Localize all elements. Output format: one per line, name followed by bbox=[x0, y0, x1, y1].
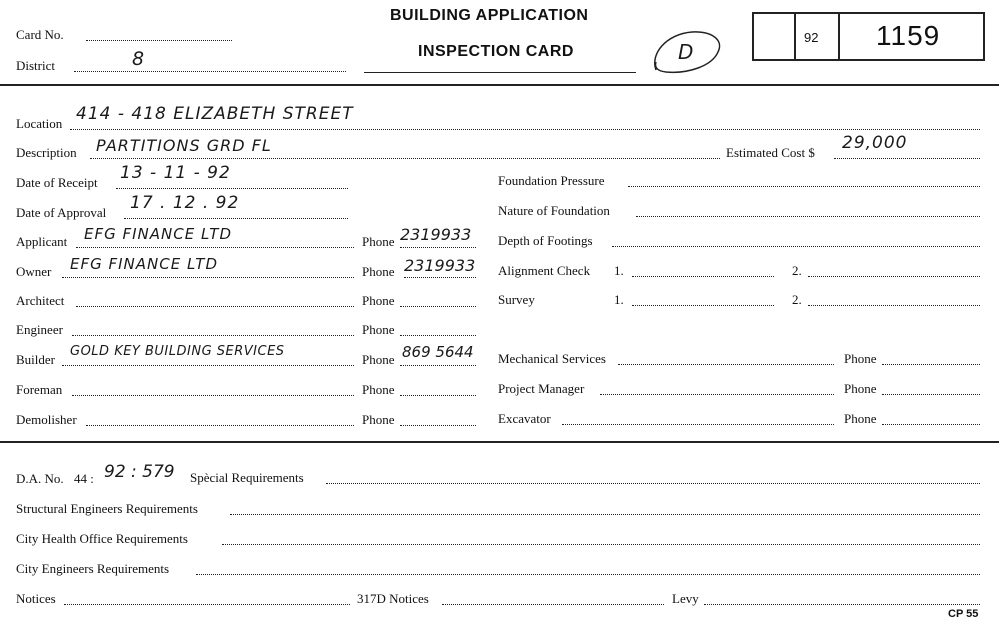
architect-phone-label: Phone bbox=[362, 293, 395, 308]
reference-box bbox=[752, 12, 985, 61]
circled-mark-letter: D bbox=[678, 40, 695, 64]
description-value: PARTITIONS GRD FL bbox=[96, 136, 272, 155]
estimated-cost-label: Estimated Cost $ bbox=[726, 145, 815, 160]
builder-value: GOLD KEY BUILDING SERVICES bbox=[70, 344, 285, 359]
levy-label: Levy bbox=[672, 591, 699, 606]
description-label: Description bbox=[16, 145, 77, 160]
date-receipt-value: 13 - 11 - 92 bbox=[120, 163, 231, 183]
mechanical-phone-field[interactable] bbox=[882, 364, 980, 365]
da-label: D.A. No. bbox=[16, 471, 64, 486]
builder-field[interactable] bbox=[62, 365, 354, 366]
architect-phone-field[interactable] bbox=[400, 306, 476, 307]
project-manager-phone-label: Phone bbox=[844, 381, 877, 396]
card-no-label: Card No. bbox=[16, 27, 64, 42]
foundation-pressure-field[interactable] bbox=[628, 186, 980, 187]
card-no-field[interactable] bbox=[86, 40, 232, 41]
notices-317d-label: 317D Notices bbox=[357, 591, 429, 606]
reference-number: 1159 bbox=[876, 20, 941, 51]
reference-box-divider-2 bbox=[838, 12, 840, 61]
owner-phone-value: 2319933 bbox=[404, 256, 476, 275]
date-approval-field[interactable] bbox=[124, 218, 348, 219]
estimated-cost-field[interactable] bbox=[834, 158, 980, 159]
foundation-pressure-label: Foundation Pressure bbox=[498, 173, 605, 188]
health-field[interactable] bbox=[222, 544, 980, 545]
circled-mark bbox=[648, 28, 726, 78]
project-manager-phone-field[interactable] bbox=[882, 394, 980, 395]
location-value: 414 - 418 ELIZABETH STREET bbox=[76, 104, 354, 124]
alignment-item-1: 1. bbox=[614, 263, 624, 278]
foreman-phone-label: Phone bbox=[362, 382, 395, 397]
engineer-phone-label: Phone bbox=[362, 322, 395, 337]
applicant-label: Applicant bbox=[16, 234, 68, 249]
date-receipt-field[interactable] bbox=[116, 188, 348, 189]
structural-field[interactable] bbox=[230, 514, 980, 515]
estimated-cost-value: 29,000 bbox=[842, 133, 908, 153]
foreman-field[interactable] bbox=[72, 395, 354, 396]
district-field[interactable] bbox=[74, 71, 346, 72]
owner-phone-field[interactable] bbox=[404, 277, 476, 278]
architect-label: Architect bbox=[16, 293, 65, 308]
date-approval-label: Date of Approval bbox=[16, 205, 107, 220]
builder-phone-label: Phone bbox=[362, 352, 395, 367]
reference-box-divider-1 bbox=[794, 12, 796, 61]
da-prefix: 44 : bbox=[74, 471, 94, 486]
foreman-label: Foreman bbox=[16, 382, 63, 397]
owner-phone-label: Phone bbox=[362, 264, 395, 279]
special-requirements-label: Spècial Requirements bbox=[190, 470, 304, 485]
owner-value: EFG FINANCE LTD bbox=[70, 255, 219, 273]
builder-phone-field[interactable] bbox=[400, 365, 476, 366]
demolisher-label: Demolisher bbox=[16, 412, 77, 427]
nature-foundation-label: Nature of Foundation bbox=[498, 203, 610, 218]
reference-year: 92 bbox=[804, 30, 819, 45]
city-engineers-field[interactable] bbox=[196, 574, 980, 575]
owner-label: Owner bbox=[16, 264, 52, 279]
form-code: CP 55 bbox=[948, 608, 979, 620]
alignment-check-2-field[interactable] bbox=[808, 276, 980, 277]
location-label: Location bbox=[16, 116, 63, 131]
applicant-value: EFG FINANCE LTD bbox=[84, 225, 233, 243]
notices-field[interactable] bbox=[64, 604, 350, 605]
notices-label: Notices bbox=[16, 591, 56, 606]
applicant-field[interactable] bbox=[76, 247, 354, 248]
survey-item-1: 1. bbox=[614, 292, 624, 307]
nature-foundation-field[interactable] bbox=[636, 216, 980, 217]
applicant-phone-field[interactable] bbox=[400, 247, 476, 248]
date-receipt-label: Date of Receipt bbox=[16, 175, 98, 190]
title-underline bbox=[364, 72, 636, 73]
depth-footings-field[interactable] bbox=[612, 246, 980, 247]
demolisher-field[interactable] bbox=[86, 425, 354, 426]
mechanical-phone-label: Phone bbox=[844, 351, 877, 366]
excavator-label: Excavator bbox=[498, 411, 551, 426]
form-title-line2: INSPECTION CARD bbox=[418, 43, 574, 60]
alignment-check-1-field[interactable] bbox=[632, 276, 774, 277]
excavator-phone-field[interactable] bbox=[882, 424, 980, 425]
demolisher-phone-field[interactable] bbox=[400, 425, 476, 426]
survey-item-2: 2. bbox=[792, 292, 802, 307]
applicant-phone-label: Phone bbox=[362, 234, 395, 249]
depth-footings-label: Depth of Footings bbox=[498, 233, 593, 248]
special-requirements-field[interactable] bbox=[326, 483, 980, 484]
form-title-line1: BUILDING APPLICATION bbox=[390, 7, 589, 24]
owner-field[interactable] bbox=[62, 277, 354, 278]
location-field[interactable] bbox=[70, 129, 980, 130]
engineer-phone-field[interactable] bbox=[400, 335, 476, 336]
foreman-phone-field[interactable] bbox=[400, 395, 476, 396]
excavator-field[interactable] bbox=[562, 424, 834, 425]
description-field[interactable] bbox=[90, 158, 720, 159]
section-divider bbox=[0, 441, 999, 443]
survey-label: Survey bbox=[498, 292, 535, 307]
excavator-phone-label: Phone bbox=[844, 411, 877, 426]
district-value: 8 bbox=[132, 48, 146, 70]
builder-phone-value: 869 5644 bbox=[402, 343, 474, 361]
survey-2-field[interactable] bbox=[808, 305, 980, 306]
levy-field[interactable] bbox=[704, 604, 980, 605]
alignment-check-label: Alignment Check bbox=[498, 263, 591, 278]
survey-1-field[interactable] bbox=[632, 305, 774, 306]
project-manager-label: Project Manager bbox=[498, 381, 585, 396]
demolisher-phone-label: Phone bbox=[362, 412, 395, 427]
alignment-item-2: 2. bbox=[792, 263, 802, 278]
da-value: 92 : 579 bbox=[104, 462, 175, 482]
notices-317d-field[interactable] bbox=[442, 604, 664, 605]
health-label: City Health Office Requirements bbox=[16, 531, 188, 546]
district-label: District bbox=[16, 58, 55, 73]
architect-field[interactable] bbox=[76, 306, 354, 307]
project-manager-field[interactable] bbox=[600, 394, 834, 395]
applicant-phone-value: 2319933 bbox=[400, 225, 472, 244]
mechanical-field[interactable] bbox=[618, 364, 834, 365]
mechanical-label: Mechanical Services bbox=[498, 351, 606, 366]
city-engineers-label: City Engineers Requirements bbox=[16, 561, 170, 576]
engineer-label: Engineer bbox=[16, 322, 63, 337]
structural-label: Structural Engineers Requirements bbox=[16, 501, 198, 516]
engineer-field[interactable] bbox=[72, 335, 354, 336]
date-approval-value: 17 . 12 . 92 bbox=[130, 193, 240, 213]
header-divider bbox=[0, 84, 999, 86]
builder-label: Builder bbox=[16, 352, 55, 367]
